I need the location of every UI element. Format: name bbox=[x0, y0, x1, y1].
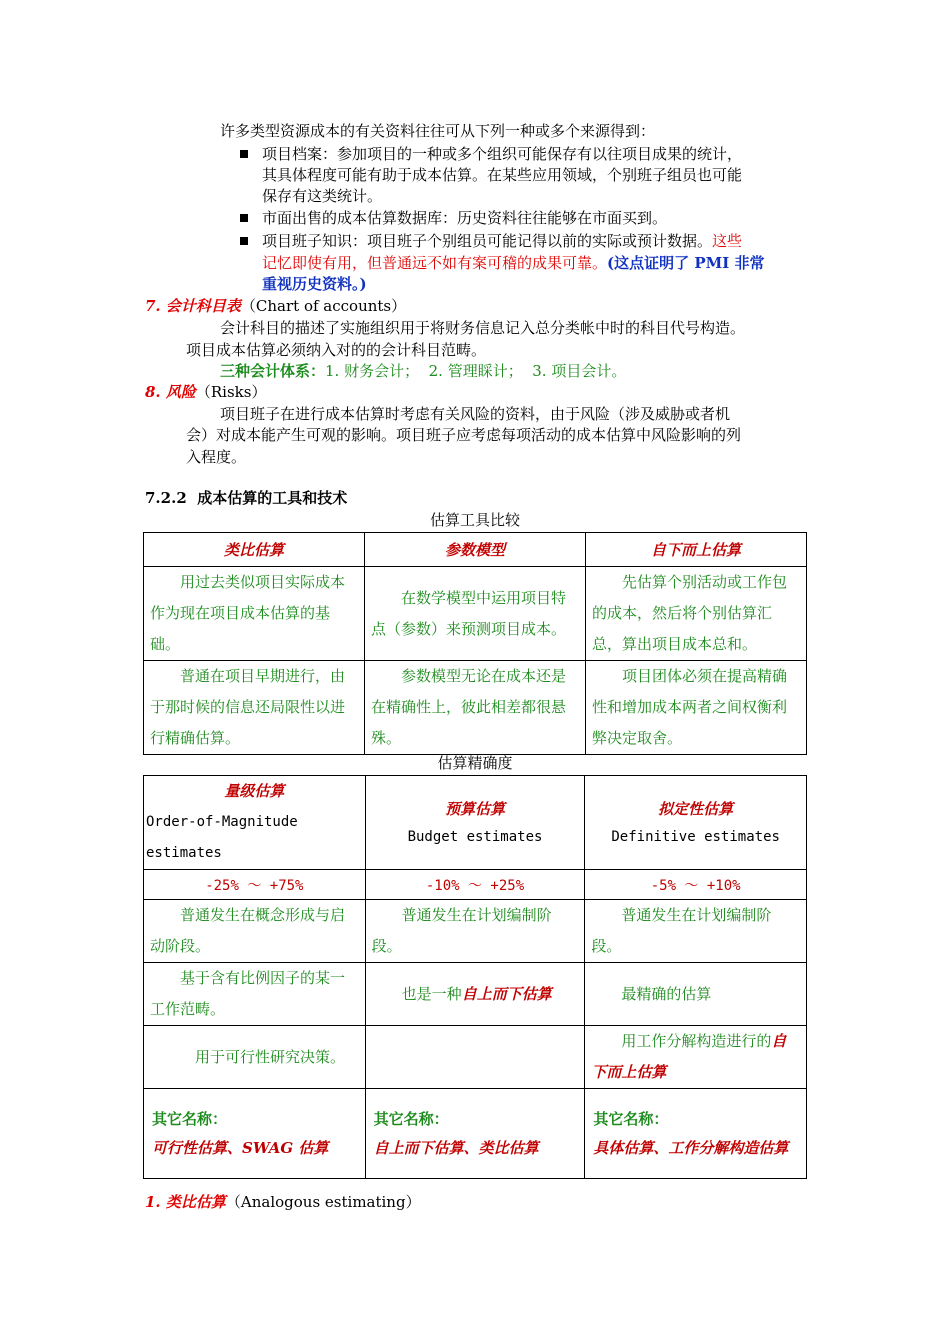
bullet-3-red-text-2: 记忆即使有用，但普通远不如有案可稽的成果可靠。 bbox=[262, 254, 608, 272]
section-8-title: 8. 风险 bbox=[145, 383, 196, 401]
bullet-1-line-3: 保存有这类统计。 bbox=[262, 187, 383, 205]
section-7-english: （Chart of accounts） bbox=[240, 297, 407, 315]
budget-basis-emphasis: 自上而下估算 bbox=[461, 984, 552, 1003]
table-row bbox=[144, 900, 807, 963]
bullet-3-black-text: 项目班子知识：项目班子个别组员可能记得以前的实际或预计数据。 bbox=[262, 232, 713, 250]
cell-budget-basis bbox=[365, 963, 585, 1026]
bullet-3-blue-text-2: 重视历史资料。) bbox=[262, 275, 367, 293]
section-8-para-2: 会）对成本能产生可观的影响。项目班子应考虑每项活动的成本估算中风险影响的列 bbox=[186, 426, 742, 444]
table-row bbox=[144, 661, 807, 755]
bullet-marker bbox=[240, 214, 248, 222]
section-7-para-1: 会计科目的描述了实施组织用于将财务信息记入总分类帐中时的科目代号构造。 bbox=[220, 319, 746, 337]
section-8-english: （Risks） bbox=[195, 383, 267, 401]
range-budget: -10% ～ +25% bbox=[365, 870, 585, 900]
cell-definitive-basis: 最精确的估算 bbox=[585, 963, 807, 1026]
bullet-marker bbox=[240, 150, 248, 158]
oom-other-names: 可行性估算、SWAG 估算 bbox=[152, 1138, 329, 1157]
section-7-para-2: 项目成本估算必须纳入对的的会计科目范畴。 bbox=[186, 341, 487, 359]
table-header-row bbox=[144, 533, 807, 567]
intro-text: 许多类型资源成本的有关资料往往可从下列一种或多个来源得到： bbox=[220, 122, 656, 140]
range-oom: -25% ～ +75% bbox=[144, 870, 366, 900]
three-systems-items: 1. 财务会计； 2. 管理睬计； 3. 项目会计。 bbox=[325, 362, 627, 380]
header-budget-en: Budget estimates bbox=[407, 828, 543, 845]
accuracy-table bbox=[143, 775, 807, 1179]
cell-oom-phase: 普通发生在概念形成与启动阶段。 bbox=[144, 900, 366, 963]
header-parametric: 参数模型 bbox=[365, 533, 586, 567]
cell-bottom-up-definition: 先估算个别活动或工作包的成本，然后将个别估算汇总，算出项目成本总和。 bbox=[586, 567, 807, 661]
header-oom-cn: 量级估算 bbox=[224, 782, 285, 800]
header-definitive-cn: 拟定性估算 bbox=[658, 799, 734, 818]
section-analogous-english: （Analogous estimating） bbox=[225, 1193, 421, 1211]
cell-definitive-use bbox=[585, 1026, 807, 1089]
bullet-3-blue-text-1: (这点证明了 PMI 非常 bbox=[607, 254, 765, 272]
three-systems-label: 三种会计体系： bbox=[220, 362, 326, 380]
header-analogous: 类比估算 bbox=[144, 533, 365, 567]
cell-analogous-note: 普通在项目早期进行，由于那时候的信息还局限性以进行精确估算。 bbox=[144, 661, 365, 755]
bullet-3-line-2 bbox=[262, 253, 764, 274]
section-7-heading bbox=[145, 296, 406, 317]
table-header-row bbox=[144, 776, 807, 870]
cell-budget-use-empty bbox=[365, 1026, 585, 1089]
cell-parametric-definition: 在数学模型中运用项目特点（参数）来预测项目成本。 bbox=[365, 567, 586, 661]
other-names-label: 其它名称： bbox=[152, 1109, 228, 1128]
header-budget-cn: 预算估算 bbox=[444, 799, 505, 818]
header-oom-en-1: Order-of-Magnitude bbox=[146, 814, 298, 830]
section-analogous-title: 1. 类比估算 bbox=[145, 1193, 226, 1211]
bullet-2-text: 市面出售的成本估算数据库：历史资料往往能够在市面买到。 bbox=[262, 209, 668, 227]
header-definitive-en: Definitive estimates bbox=[611, 828, 780, 845]
definitive-use-text: 用工作分解构造进行的 bbox=[621, 1032, 772, 1050]
bullet-1-line-1: 项目档案：参加项目的一种或多个组织可能保存有以往项目成果的统计， bbox=[262, 145, 743, 163]
cell-budget-phase: 普通发生在计划编制阶段。 bbox=[365, 900, 585, 963]
cell-parametric-note: 参数模型无论在成本还是在精确性上，彼此相差都很悬殊。 bbox=[365, 661, 586, 755]
header-oom-en-2: estimates bbox=[146, 845, 222, 861]
cell-analogous-definition: 用过去类似项目实际成本作为现在项目成本估算的基础。 bbox=[144, 567, 365, 661]
section-7-title: 7. 会计科目表 bbox=[145, 297, 241, 315]
other-names-label: 其它名称： bbox=[593, 1109, 669, 1128]
section-722-heading: 7.2.2 成本估算的工具和技术 bbox=[145, 489, 348, 507]
bullet-3-line-1 bbox=[262, 231, 742, 252]
table-row bbox=[144, 963, 807, 1026]
other-names-row bbox=[144, 1089, 807, 1179]
cell-definitive-other-names bbox=[585, 1089, 807, 1179]
table-1-caption: 估算工具比较 bbox=[429, 511, 520, 529]
section-7-three-systems bbox=[220, 361, 626, 382]
budget-other-names: 自上而下估算、类比估算 bbox=[373, 1138, 539, 1157]
section-analogous-heading bbox=[145, 1192, 421, 1213]
cell-oom-use: 用于可行性研究决策。 bbox=[144, 1026, 366, 1089]
cell-oom-other-names bbox=[144, 1089, 366, 1179]
bullet-marker bbox=[240, 237, 248, 245]
table-2-caption: 估算精确度 bbox=[437, 754, 513, 772]
header-bottom-up: 自下而上估算 bbox=[586, 533, 807, 567]
bullet-1-line-2: 其具体程度可能有助于成本估算。在某些应用领域，个别班子组员也可能 bbox=[262, 166, 743, 184]
cell-definitive-phase: 普通发生在计划编制阶段。 bbox=[585, 900, 807, 963]
definitive-use-emphasis: 自下而上估算 bbox=[591, 1032, 787, 1081]
range-row bbox=[144, 870, 807, 900]
section-8-heading bbox=[145, 382, 266, 403]
bullet-3-red-text-1: 这些 bbox=[712, 232, 743, 250]
cell-oom-basis: 基于含有比例因子的某一工作范畴。 bbox=[144, 963, 366, 1026]
other-names-label: 其它名称： bbox=[373, 1109, 449, 1128]
section-8-para-1: 项目班子在进行成本估算时考虑有关风险的资料，由于风险（涉及威胁或者机 bbox=[220, 405, 731, 423]
table-row bbox=[144, 1026, 807, 1089]
header-budget bbox=[365, 776, 585, 870]
header-definitive bbox=[585, 776, 807, 870]
budget-basis-text: 也是一种 bbox=[401, 984, 462, 1003]
cell-bottom-up-note: 项目团体必须在提高精确性和增加成本两者之间权衡利弊决定取舍。 bbox=[586, 661, 807, 755]
tools-comparison-table bbox=[143, 532, 807, 755]
header-order-of-magnitude bbox=[144, 776, 366, 870]
table-row bbox=[144, 567, 807, 661]
definitive-other-names: 具体估算、工作分解构造估算 bbox=[593, 1138, 789, 1157]
range-definitive: -5% ～ +10% bbox=[585, 870, 807, 900]
section-8-para-3: 入程度。 bbox=[186, 448, 247, 466]
cell-budget-other-names bbox=[365, 1089, 585, 1179]
